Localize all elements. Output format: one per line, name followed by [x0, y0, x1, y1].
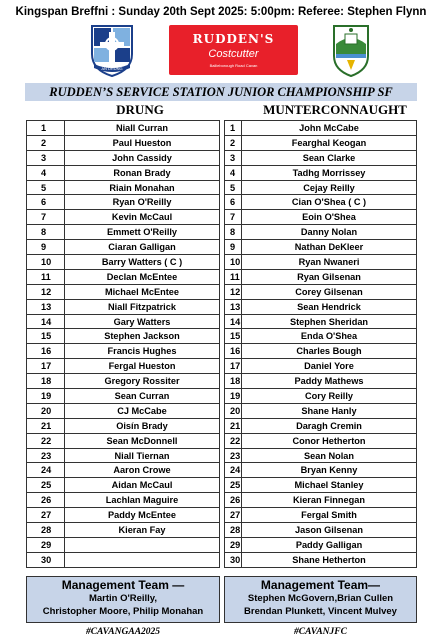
table-row: [27, 508, 220, 523]
player-name: Daniel Yore: [242, 359, 417, 374]
player-name: Sean Nolan: [242, 448, 417, 463]
table-row: [27, 314, 220, 329]
table-row: [225, 523, 417, 538]
jersey-number: 12: [27, 284, 65, 299]
player-name: Daragh Cremin: [242, 418, 417, 433]
player-name: Cian O'Shea ( C ): [242, 195, 417, 210]
jersey-number: 28: [27, 523, 65, 538]
table-row: [27, 121, 220, 136]
drung-crest-icon: [88, 24, 136, 78]
table-row: [225, 135, 417, 150]
sponsor-logo: [169, 25, 298, 75]
table-row: [27, 537, 220, 552]
sponsor-name: RUDDEN'S: [192, 32, 275, 46]
munterconnaught-roster-table: [224, 120, 417, 568]
table-row: [225, 463, 417, 478]
table-row: [225, 329, 417, 344]
table-row: [27, 403, 220, 418]
management-title: Management Team—: [260, 578, 381, 592]
table-row: [27, 210, 220, 225]
player-name: Barry Watters ( C ): [65, 255, 220, 270]
jersey-number: 19: [27, 389, 65, 404]
table-row: [225, 195, 417, 210]
player-name: Gary Watters: [65, 314, 220, 329]
table-row: [27, 299, 220, 314]
munterconnaught-management-box: [224, 576, 417, 623]
player-name: Riain Monahan: [65, 180, 220, 195]
table-row: [27, 165, 220, 180]
jersey-number: 29: [27, 537, 65, 552]
table-row: [225, 121, 417, 136]
jersey-number: 21: [225, 418, 242, 433]
player-name: Ciaran Galligan: [65, 240, 220, 255]
hashtag-left: #CAVANGAA2025: [85, 627, 161, 637]
crest-motto: AN DRUNG: [101, 66, 123, 71]
player-name: Niall Fitzpatrick: [65, 299, 220, 314]
player-name: Kieran Finnegan: [242, 493, 417, 508]
table-row: [225, 344, 417, 359]
player-name: Enda O'Shea: [242, 329, 417, 344]
jersey-number: 8: [225, 225, 242, 240]
player-name: Tadhg Morrissey: [242, 165, 417, 180]
player-name: Oisín Brady: [65, 418, 220, 433]
jersey-number: 6: [27, 195, 65, 210]
player-name: Fergal Smith: [242, 508, 417, 523]
table-row: [27, 135, 220, 150]
jersey-number: 23: [225, 448, 242, 463]
team-name-drung: DRUNG: [116, 102, 164, 117]
jersey-number: 1: [27, 121, 65, 136]
jersey-number: 4: [225, 165, 242, 180]
drung-management-box: [26, 576, 220, 623]
jersey-number: 30: [225, 552, 242, 567]
player-name: Sean Hendrick: [242, 299, 417, 314]
table-row: [27, 418, 220, 433]
jersey-number: 21: [27, 418, 65, 433]
jersey-number: 12: [225, 284, 242, 299]
player-name: Paddy Galligan: [242, 537, 417, 552]
table-row: [225, 433, 417, 448]
jersey-number: 30: [27, 552, 65, 567]
table-row: [225, 210, 417, 225]
jersey-number: 5: [225, 180, 242, 195]
player-name: Emmett O'Reilly: [65, 225, 220, 240]
player-name: John Cassidy: [65, 150, 220, 165]
table-row: [225, 493, 417, 508]
table-row: [27, 523, 220, 538]
player-name: Gregory Rossiter: [65, 374, 220, 389]
table-row: [225, 418, 417, 433]
jersey-number: 17: [225, 359, 242, 374]
management-line: Brendan Plunkett, Vincent Mulvey: [244, 606, 397, 617]
table-row: [27, 359, 220, 374]
jersey-number: 27: [225, 508, 242, 523]
table-row: [225, 374, 417, 389]
player-name: Paddy Mathews: [242, 374, 417, 389]
jersey-number: 18: [27, 374, 65, 389]
jersey-number: 7: [27, 210, 65, 225]
jersey-number: 20: [225, 403, 242, 418]
table-row: [27, 493, 220, 508]
player-name: Charles Bough: [242, 344, 417, 359]
table-row: [225, 389, 417, 404]
player-name: Sean McDonnell: [65, 433, 220, 448]
table-row: [225, 150, 417, 165]
jersey-number: 22: [27, 433, 65, 448]
munterconnaught-crest-icon: [331, 24, 371, 78]
jersey-number: 28: [225, 523, 242, 538]
player-name: Kevin McCaul: [65, 210, 220, 225]
player-name: Fearghal Keogan: [242, 135, 417, 150]
jersey-number: 15: [225, 329, 242, 344]
jersey-number: 23: [27, 448, 65, 463]
jersey-number: 3: [225, 150, 242, 165]
jersey-number: 6: [225, 195, 242, 210]
jersey-number: 2: [27, 135, 65, 150]
player-name: Michael Stanley: [242, 478, 417, 493]
player-name: Stephen Jackson: [65, 329, 220, 344]
table-row: [225, 359, 417, 374]
player-name: Francis Hughes: [65, 344, 220, 359]
jersey-number: 16: [225, 344, 242, 359]
jersey-number: 18: [225, 374, 242, 389]
player-name: Aaron Crowe: [65, 463, 220, 478]
jersey-number: 9: [27, 240, 65, 255]
table-row: [27, 269, 220, 284]
jersey-number: 8: [27, 225, 65, 240]
management-line: Stephen McGovern,Brian Cullen: [247, 593, 394, 604]
table-row: [27, 255, 220, 270]
table-row: [27, 448, 220, 463]
player-name: Danny Nolan: [242, 225, 417, 240]
sponsor-brand: Costcutter: [208, 48, 259, 60]
jersey-number: 27: [27, 508, 65, 523]
player-name: Eoin O'Shea: [242, 210, 417, 225]
jersey-number: 14: [225, 314, 242, 329]
player-name: Nathan DeKleer: [242, 240, 417, 255]
jersey-number: 26: [225, 493, 242, 508]
player-name: Ryan Nwaneri: [242, 255, 417, 270]
jersey-number: 13: [27, 299, 65, 314]
jersey-number: 10: [27, 255, 65, 270]
table-row: [225, 403, 417, 418]
table-row: [27, 180, 220, 195]
player-name: Cory Reilly: [242, 389, 417, 404]
table-row: [27, 463, 220, 478]
player-name: Bryan Kenny: [242, 463, 417, 478]
player-name: Ronan Brady: [65, 165, 220, 180]
table-row: [225, 225, 417, 240]
jersey-number: 2: [225, 135, 242, 150]
player-name: Sean Clarke: [242, 150, 417, 165]
jersey-number: 24: [225, 463, 242, 478]
table-row: [27, 478, 220, 493]
hashtag-right: #CAVANJFC: [294, 627, 347, 637]
player-name: [65, 552, 220, 567]
table-row: [225, 284, 417, 299]
table-row: [225, 269, 417, 284]
player-name: Kieran Fay: [65, 523, 220, 538]
jersey-number: 22: [225, 433, 242, 448]
logo-strip: [0, 24, 442, 80]
management-title: Management Team —: [61, 578, 185, 592]
jersey-number: 26: [27, 493, 65, 508]
jersey-number: 17: [27, 359, 65, 374]
player-name: John McCabe: [242, 121, 417, 136]
table-row: [225, 299, 417, 314]
table-row: [225, 255, 417, 270]
player-name: Ryan O'Reilly: [65, 195, 220, 210]
player-name: Aidan McCaul: [65, 478, 220, 493]
player-name: Shane Hanly: [242, 403, 417, 418]
jersey-number: 24: [27, 463, 65, 478]
table-row: [27, 389, 220, 404]
table-row: [27, 374, 220, 389]
management-line: Martin O'Reilly,: [88, 593, 158, 604]
player-name: Paddy McEntee: [65, 508, 220, 523]
player-name: Corey Gilsenan: [242, 284, 417, 299]
management-line: Christopher Moore, Philip Monahan: [42, 606, 204, 617]
player-name: Fergal Hueston: [65, 359, 220, 374]
jersey-number: 29: [225, 537, 242, 552]
player-name: Cejay Reilly: [242, 180, 417, 195]
player-name: Declan McEntee: [65, 269, 220, 284]
player-name: Shane Hetherton: [242, 552, 417, 567]
table-row: [225, 537, 417, 552]
jersey-number: 15: [27, 329, 65, 344]
player-name: Jason Gilsenan: [242, 523, 417, 538]
jersey-number: 1: [225, 121, 242, 136]
jersey-number: 25: [225, 478, 242, 493]
table-row: [27, 150, 220, 165]
table-row: [225, 448, 417, 463]
table-row: [27, 240, 220, 255]
jersey-number: 4: [27, 165, 65, 180]
team-name-munterconnaught: MUNTERCONNAUGHT: [263, 102, 407, 117]
jersey-number: 3: [27, 150, 65, 165]
player-name: [65, 537, 220, 552]
table-row: [225, 508, 417, 523]
jersey-number: 7: [225, 210, 242, 225]
player-name: CJ McCabe: [65, 403, 220, 418]
table-row: [225, 165, 417, 180]
player-name: Lachlan Maguire: [65, 493, 220, 508]
jersey-number: 20: [27, 403, 65, 418]
jersey-number: 25: [27, 478, 65, 493]
jersey-number: 14: [27, 314, 65, 329]
jersey-number: 9: [225, 240, 242, 255]
table-row: [225, 314, 417, 329]
player-name: Niall Curran: [65, 121, 220, 136]
drung-roster-table: [26, 120, 220, 568]
jersey-number: 16: [27, 344, 65, 359]
table-row: [27, 225, 220, 240]
table-row: [225, 552, 417, 567]
table-row: [27, 284, 220, 299]
table-row: [225, 240, 417, 255]
table-row: [27, 433, 220, 448]
fixture-header: Kingspan Breffni : Sunday 20th Sept 2025: 5:00pm: Referee: Stephen Flynn: [15, 6, 427, 18]
player-name: Ryan Gilsenan: [242, 269, 417, 284]
sponsor-sub: Bailieborough Road Cavan: [209, 63, 258, 68]
player-name: Niall Tiernan: [65, 448, 220, 463]
player-name: Michael McEntee: [65, 284, 220, 299]
table-row: [27, 195, 220, 210]
player-name: Paul Hueston: [65, 135, 220, 150]
jersey-number: 11: [225, 269, 242, 284]
table-row: [27, 552, 220, 567]
player-name: Conor Hetherton: [242, 433, 417, 448]
jersey-number: 13: [225, 299, 242, 314]
jersey-number: 5: [27, 180, 65, 195]
competition-title: RUDDEN’S SERVICE STATION JUNIOR CHAMPIONSHIP SF: [25, 83, 417, 101]
player-name: Sean Curran: [65, 389, 220, 404]
table-row: [27, 329, 220, 344]
table-row: [225, 478, 417, 493]
player-name: Stephen Sheridan: [242, 314, 417, 329]
table-row: [225, 180, 417, 195]
jersey-number: 11: [27, 269, 65, 284]
table-row: [27, 344, 220, 359]
jersey-number: 10: [225, 255, 242, 270]
jersey-number: 19: [225, 389, 242, 404]
